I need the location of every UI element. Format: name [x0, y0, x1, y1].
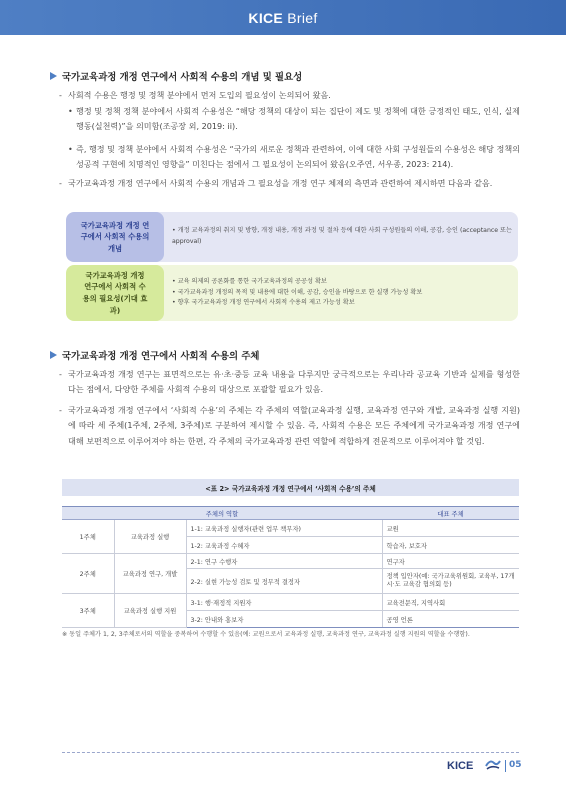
- list-item: • 국가교육과정 개정의 목적 및 내용에 대한 이해, 공감, 승인을 바탕으로 한 실행 가능성 확보: [172, 288, 423, 296]
- dash-bullet: -: [59, 178, 62, 188]
- triangle-bullet-icon: [50, 72, 57, 80]
- concept-box-definition-label: 국가교육과정 개정 연구에서 사회적 수용의 개념: [66, 212, 164, 262]
- section1-heading-text: 국가교육과정 개정 연구에서 사회적 수용의 개념 및 필요성: [62, 72, 303, 83]
- header-brand-suffix: Brief: [287, 9, 318, 26]
- header-band: [0, 0, 566, 35]
- footer-divider: [62, 752, 519, 753]
- list-item: • 교육 의제의 공론화를 통한 국가교육과정의 공공성 확보: [172, 278, 327, 286]
- section1-para2-text: 국가교육과정 개정 연구에서 사회적 수용의 개념과 그 필요성을 개정 연구 체제의 측면과 관련하여 제시하면 다음과 같음.: [68, 178, 493, 188]
- section2-para1-text: 국가교육과정 개정 연구는 표면적으로는 유·초·중등 교육 내용을 다루지만 궁극적으로는 우리나라 공교육 기반과 실제를 형성한다는 점에서, 다양한 주체를 사회적 수용의 대상으로 포괄할 필요가 있음.: [68, 369, 520, 395]
- dot-bullet: •: [68, 106, 73, 116]
- section1-bullet1: [68, 104, 520, 135]
- subjects-table: [62, 506, 519, 628]
- dash-bullet: -: [59, 369, 62, 379]
- table-cell-role: 교육과정 실행 지원: [114, 594, 186, 628]
- concept-box-necessity-label: 국가교육과정 개정 연구에서 사회적 수용의 필요성(기대 효과): [66, 265, 164, 321]
- table-cell-representative: 공영 언론: [382, 611, 519, 628]
- section2-heading: [50, 348, 259, 362]
- dash-bullet: -: [59, 90, 62, 100]
- table-cell-representative: 정책 입안자(예: 국가교육위원회, 교육부, 17개 시·도 교육감 협의회 등): [382, 569, 519, 594]
- header-brand: KICE: [248, 9, 284, 26]
- triangle-bullet-icon: [50, 351, 57, 359]
- table-row: [62, 554, 519, 569]
- table-cell-role: 교육과정 연구, 개발: [114, 554, 186, 594]
- concept-box-definition: [66, 212, 518, 262]
- table-header-representative: 대표 주체: [382, 507, 519, 520]
- list-item: • 향후 국가교육과정 개정 연구에서 사회적 수용의 제고 가능성 확보: [172, 299, 355, 307]
- section1-heading: [50, 69, 302, 83]
- table-note: ※ 동일 주체가 1, 2, 3주체로서의 역할을 중복하여 수행할 수 있음(예: 교원으로서 교육과정 실행, 교육과정 연구, 교육과정 실행 지원의 역할을 수행함).: [62, 631, 470, 638]
- table-cell-representative: 학습자, 보호자: [382, 537, 519, 554]
- table-cell-detail: 2-2: 실현 가능성 검토 및 정무적 결정자: [186, 569, 382, 594]
- table-caption: <표 2> 국가교육과정 개정 연구에서 ‘사회적 수용’의 주체: [62, 479, 519, 496]
- header-title: [248, 10, 317, 26]
- table-cell-representative: 교원: [382, 520, 519, 537]
- page-number: 05: [509, 760, 522, 770]
- kice-emblem-icon: [484, 757, 502, 771]
- section1-para1: [59, 88, 520, 103]
- dash-bullet: -: [59, 405, 62, 415]
- concept-box-definition-body: • 개정 교육과정의 취지 및 방향, 개정 내용, 개정 과정 및 절차 등에 대한 사회 구성원들의 이해, 공감, 승인 (acceptance 또는 approval): [172, 227, 512, 245]
- section1-para1-text: 사회적 수용은 행정 및 정책 분야에서 먼저 도입의 필요성이 논의되어 왔음.: [68, 90, 331, 100]
- section2-para1: [59, 367, 520, 398]
- table-cell-detail: 1-2: 교육과정 수혜자: [186, 537, 382, 554]
- table-cell-subject: 1주체: [62, 520, 114, 554]
- table-cell-representative: 교육전문직, 지역사회: [382, 594, 519, 611]
- section1-bullet1-text: 행정 및 정책 정책 분야에서 사회적 수용성은 “해당 정책의 대상이 되는 집단이 제도 및 정책에 대한 긍정적인 태도, 인식, 실제 행동(실천력)”을 의미함(조공장 외, 2019: ii).: [76, 106, 520, 132]
- table-row: [62, 594, 519, 611]
- section1-bullet2: [68, 142, 521, 173]
- table-cell-subject: 2주체: [62, 554, 114, 594]
- table-header-row: [62, 507, 519, 520]
- concept-box-necessity: [66, 265, 518, 321]
- dot-bullet: •: [68, 144, 73, 154]
- table-cell-subject: 3주체: [62, 594, 114, 628]
- table-row: [62, 520, 519, 537]
- table-cell-detail: 3-1: 행·재정적 지원자: [186, 594, 382, 611]
- table-cell-detail: 2-1: 연구 수행자: [186, 554, 382, 569]
- section2-heading-text: 국가교육과정 개정 연구에서 사회적 수용의 주체: [62, 351, 260, 362]
- table-cell-detail: 3-2: 안내와 홍보자: [186, 611, 382, 628]
- concept-box-necessity-body: [164, 277, 518, 309]
- footer-logo: KICE: [447, 760, 474, 772]
- table-cell-role: 교육과정 실행: [114, 520, 186, 554]
- section1-para2: [59, 176, 520, 191]
- section2-para2-text: 국가교육과정 개정 연구에서 ‘사회적 수용’의 주체는 각 주체의 역할(교육과정 실행, 교육과정 연구와 개발, 교육과정 실행 지원)에 따라 세 주체(1주체, 2주체, 3주체)로 구분하여 제시할 수 있음. 즉, 사회적 수용은 모든 주체에게 국가교육과정 개정 연구에 대해 보편적으로 이루어져야 하는 한편, 각 주체의 국가교육과정 관련 역할에 적합하게 전문적으로 이루어져야 할 것임.: [68, 405, 520, 446]
- table-cell-detail: 1-1: 교육과정 실행자(관련 업무 책무자): [186, 520, 382, 537]
- section1-bullet2-text: 즉, 행정 및 정책 분야에서 사회적 수용성은 “국가의 새로운 정책과 관련하여, 이에 대한 사회 구성원들의 수용성은 해당 정책의 성공적 구현에 치명적인 영향을” 미친다는 점에서 그 필요성이 논의되어 왔음(오주연, 서우종, 2023: 214).: [76, 144, 521, 170]
- footer-separator: [505, 760, 506, 772]
- table-cell-representative: 연구자: [382, 554, 519, 569]
- section2-para2: [59, 403, 520, 449]
- table-header-role: 주체의 역할: [62, 507, 382, 520]
